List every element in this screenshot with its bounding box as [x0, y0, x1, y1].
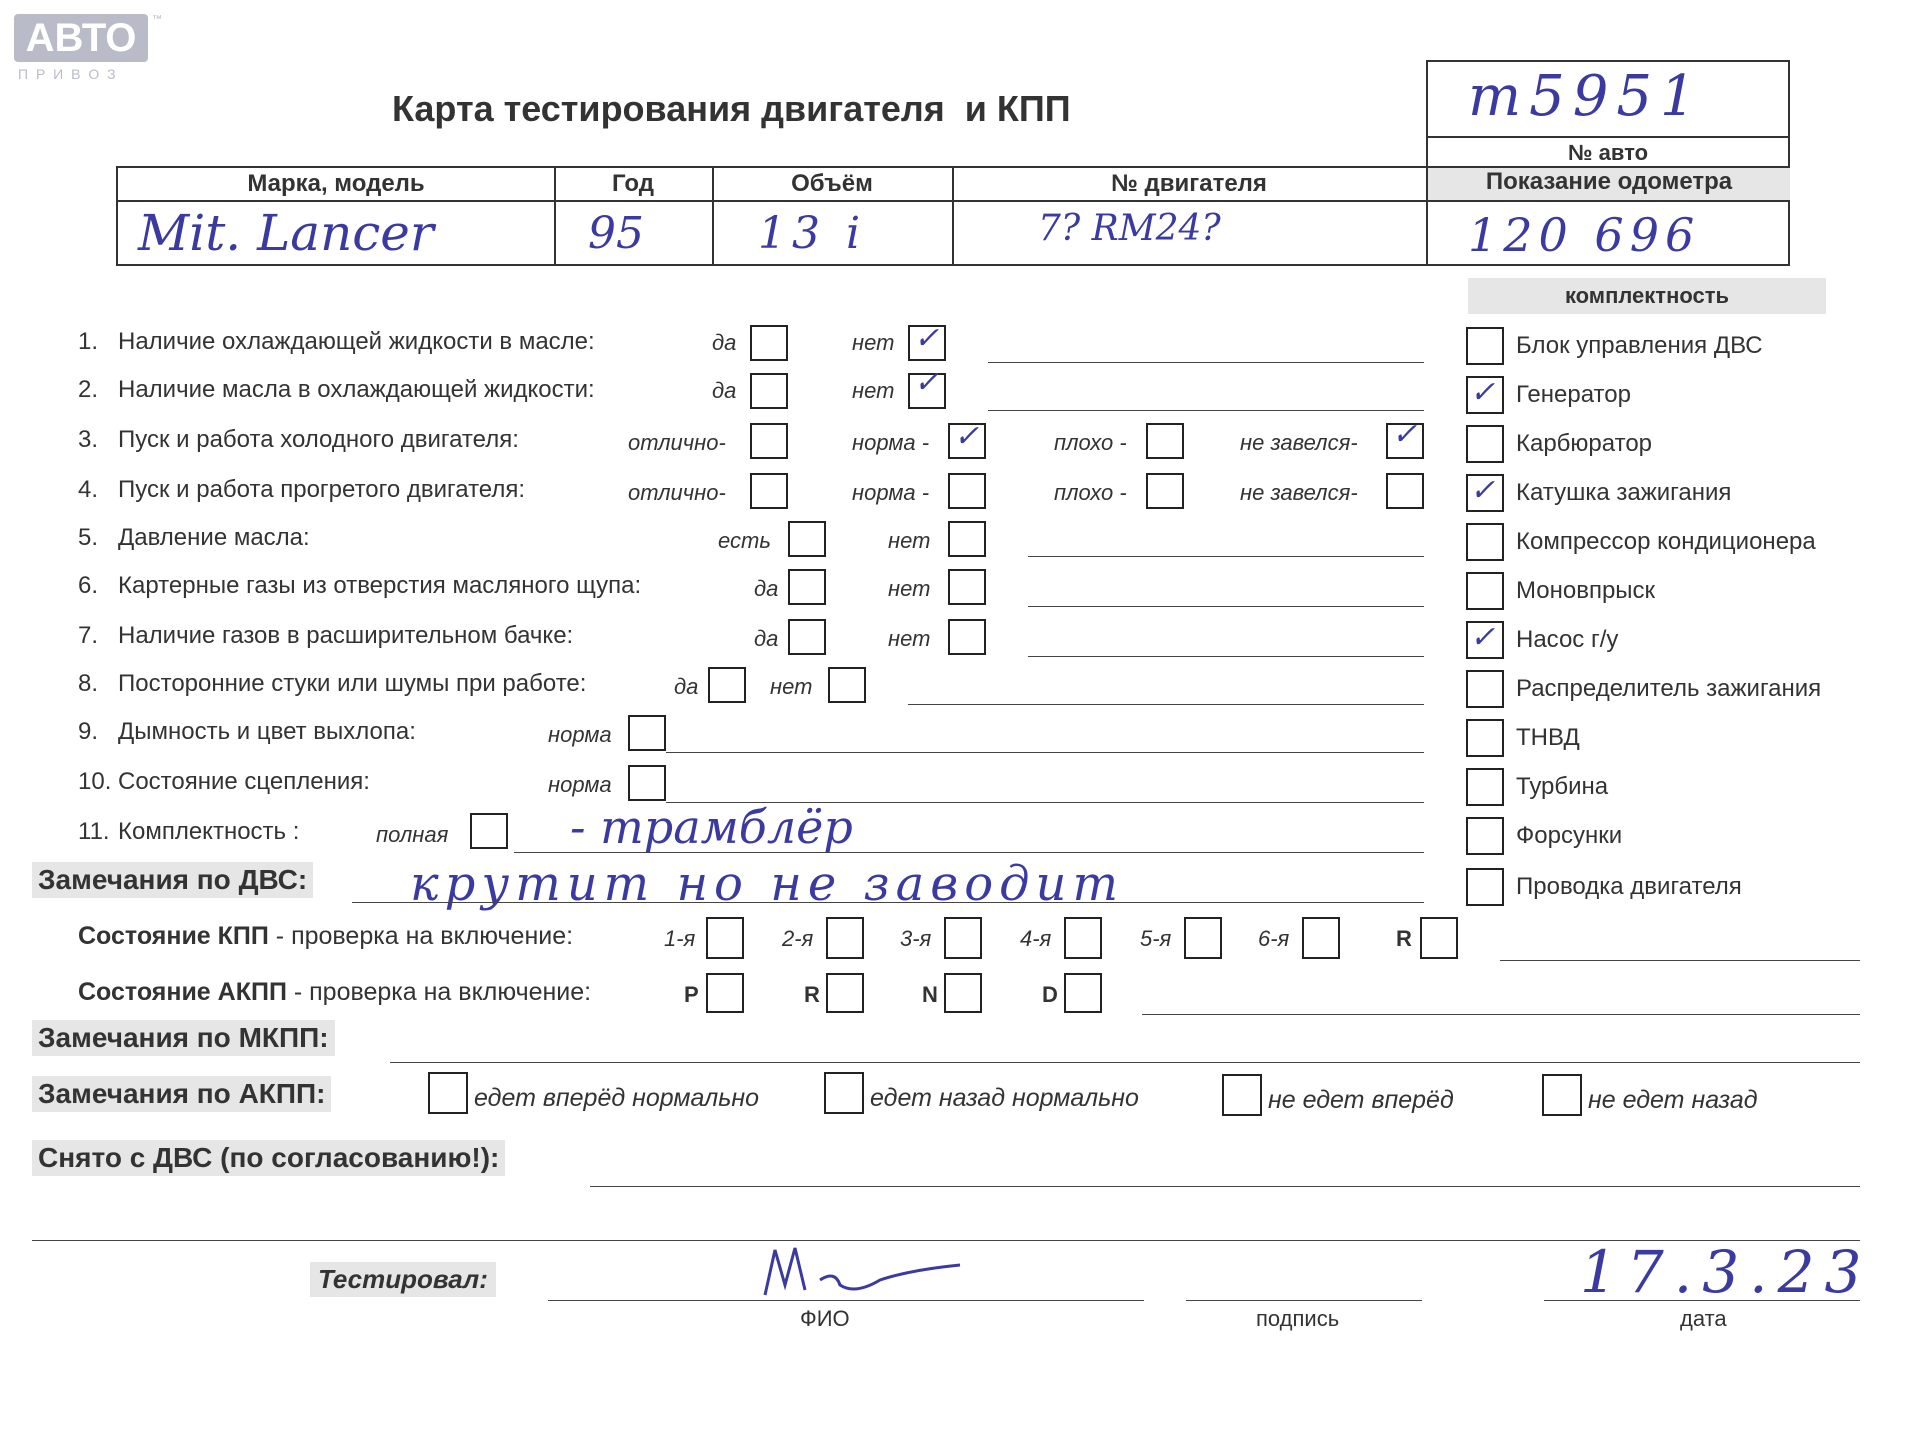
mkpp-remarks-label: Замечания по МКПП: — [32, 1020, 335, 1056]
option-label: отлично- — [628, 430, 726, 455]
option-label: нет — [888, 528, 931, 553]
auto-number-box — [1426, 60, 1790, 170]
checkbox[interactable] — [750, 325, 788, 361]
gear-label: D — [1042, 982, 1058, 1007]
row-divider — [118, 200, 1788, 202]
checkbox[interactable] — [1146, 423, 1184, 459]
gear-label: 4-я — [1020, 926, 1052, 951]
checkbox[interactable] — [1064, 973, 1102, 1013]
checkbox[interactable] — [750, 373, 788, 409]
checkbox[interactable] — [1420, 917, 1458, 959]
dvs-remarks-value: крутит но не заводит — [410, 856, 1124, 912]
value-make-model: Mit. Lancer — [138, 204, 434, 262]
answer-line — [1500, 960, 1860, 961]
completeness-note: - трамблёр — [570, 800, 853, 854]
checkbox[interactable] — [826, 973, 864, 1013]
gear-label: 2-я — [782, 926, 814, 951]
option-label: нет — [770, 674, 813, 699]
checkbox[interactable] — [1542, 1074, 1582, 1116]
option-label: нет — [852, 378, 895, 403]
answer-line — [666, 752, 1424, 753]
option-label: отлично- — [628, 480, 726, 505]
question-number: 10. — [78, 768, 112, 795]
checkbox[interactable] — [1222, 1074, 1262, 1116]
question-number: 6. — [78, 572, 99, 599]
akpp-option-label: едет вперёд нормально — [474, 1084, 760, 1112]
checkbox[interactable] — [628, 765, 666, 801]
completeness-label: ТНВД — [1516, 724, 1580, 751]
completeness-label: Карбюратор — [1516, 430, 1653, 457]
question-text: Давление масла: — [118, 524, 310, 551]
auto-number-value: т5951 — [1468, 64, 1704, 129]
question-text: Комплектность : — [118, 818, 300, 845]
checkbox[interactable] — [1146, 473, 1184, 509]
completeness-label: Распределитель зажигания — [1516, 675, 1822, 702]
option-label: да — [754, 576, 779, 601]
completeness-label: Турбина — [1516, 773, 1609, 800]
check-mark: ✓ — [1470, 473, 1496, 508]
header-make-model: Марка, модель — [247, 170, 425, 197]
completeness-label: Проводка двигателя — [1516, 873, 1742, 900]
question-number: 4. — [78, 476, 99, 503]
fio-label: ФИО — [800, 1306, 850, 1331]
gear-label: R — [804, 982, 820, 1007]
checkbox[interactable] — [1386, 473, 1424, 509]
check-mark: ✓ — [914, 321, 940, 356]
signature-label: подпись — [1256, 1306, 1340, 1331]
option-label: норма — [548, 772, 612, 797]
form-title: Карта тестирования двигателя и КПП — [392, 88, 1071, 129]
gear-label: P — [684, 982, 699, 1007]
option-label: да — [712, 378, 737, 403]
option-label: норма - — [852, 430, 930, 455]
header-odometer: Показание одометра — [1428, 168, 1790, 200]
checkbox[interactable] — [948, 569, 986, 605]
value-volume: 13 i — [758, 208, 867, 259]
tested-label: Тестировал: — [310, 1262, 496, 1297]
question-text: Дымность и цвет выхлопа: — [118, 718, 416, 745]
gear-label: 5-я — [1140, 926, 1172, 951]
answer-line — [390, 1062, 1860, 1063]
question-number: 3. — [78, 426, 99, 453]
option-label: да — [754, 626, 779, 651]
auto-number-label: № авто — [1567, 140, 1649, 165]
checkbox[interactable] — [706, 917, 744, 959]
checkbox[interactable] — [750, 473, 788, 509]
question-text: Пуск и работа прогретого двигателя: — [118, 476, 526, 503]
value-engine-number: 7? RM24? — [1038, 208, 1221, 249]
question-text: Посторонние стуки или шумы при работе: — [118, 670, 587, 697]
option-label: нет — [852, 330, 895, 355]
logo — [14, 14, 164, 84]
option-label: не завелся- — [1240, 480, 1358, 505]
option-label: нет — [888, 626, 931, 651]
checkbox[interactable] — [1466, 670, 1504, 708]
option-label: плохо - — [1054, 480, 1127, 505]
checkbox[interactable] — [828, 667, 866, 703]
checkbox[interactable] — [824, 1072, 864, 1114]
akpp-remarks-label: Замечания по АКПП: — [32, 1076, 331, 1112]
question-text: Наличие газов в расширительном бачке: — [118, 622, 574, 649]
akpp-option-label: едет назад нормально — [870, 1084, 1139, 1112]
question-number: 1. — [78, 328, 99, 355]
check-mark: ✓ — [1470, 620, 1496, 655]
checkbox[interactable] — [948, 473, 986, 509]
header-volume: Объём — [791, 170, 873, 197]
checkbox[interactable] — [1466, 817, 1504, 855]
question-text: Состояние сцепления: — [118, 768, 370, 795]
completeness-label: Генератор — [1516, 381, 1631, 408]
question-number: 7. — [78, 622, 99, 649]
checkbox[interactable] — [1466, 425, 1504, 463]
check-mark: ✓ — [1392, 417, 1418, 452]
checkbox[interactable] — [948, 619, 986, 655]
question-text: Наличие охлаждающей жидкости в масле: — [118, 328, 595, 355]
question-text: Пуск и работа холодного двигателя: — [118, 426, 519, 453]
answer-line — [352, 902, 1424, 903]
check-mark: ✓ — [954, 419, 980, 454]
checkbox[interactable] — [944, 917, 982, 959]
dvs-remarks-label: Замечания по ДВС: — [32, 862, 313, 898]
answer-line — [1142, 1014, 1860, 1015]
logo-sub: П Р И В О З — [18, 66, 118, 82]
gear-label: N — [922, 982, 938, 1007]
gear-label: 3-я — [900, 926, 932, 951]
question-number: 9. — [78, 718, 99, 745]
kpp-label-bold: Состояние КПП — [78, 922, 269, 950]
question-number: 2. — [78, 376, 99, 403]
checkbox[interactable] — [470, 813, 508, 849]
option-label: нет — [888, 576, 931, 601]
checkbox[interactable] — [826, 917, 864, 959]
check-mark: ✓ — [1470, 375, 1496, 410]
question-text: Картерные газы из отверстия масляного щупа: — [118, 572, 642, 599]
option-label: норма — [548, 722, 612, 747]
vehicle-header-table — [116, 166, 1790, 266]
answer-line — [908, 704, 1424, 705]
question-number: 11. — [78, 818, 110, 845]
option-label: да — [712, 330, 737, 355]
logo-main: АВТО — [14, 14, 148, 62]
answer-line — [988, 410, 1424, 411]
akpp-label-bold: Состояние АКПП — [78, 978, 287, 1006]
option-label: полная — [376, 822, 449, 847]
gear-label: R — [1396, 926, 1412, 951]
auto-number-divider — [1428, 136, 1788, 138]
checkbox[interactable] — [1064, 917, 1102, 959]
checkbox[interactable] — [708, 667, 746, 703]
checkbox[interactable] — [628, 715, 666, 751]
question-number: 5. — [78, 524, 99, 551]
check-mark: ✓ — [914, 365, 940, 400]
checkbox[interactable] — [948, 521, 986, 557]
fio-line — [548, 1300, 1144, 1301]
option-label: не завелся- — [1240, 430, 1358, 455]
completeness-header: комплектность — [1468, 278, 1826, 314]
checkbox[interactable] — [1302, 917, 1340, 959]
answer-line — [1028, 556, 1424, 557]
value-odometer: 120 696 — [1468, 208, 1701, 262]
answer-line — [1028, 606, 1424, 607]
akpp-label-rest: - проверка на включение: — [286, 978, 592, 1006]
checkbox[interactable] — [1466, 768, 1504, 806]
date-line — [1544, 1300, 1860, 1301]
gear-label: 1-я — [664, 926, 696, 951]
checkbox[interactable] — [1466, 523, 1504, 561]
checkbox[interactable] — [1466, 719, 1504, 757]
completeness-label: Катушка зажигания — [1516, 479, 1732, 506]
answer-line — [1028, 656, 1424, 657]
completeness-label: Моновпрыск — [1516, 577, 1656, 604]
checkbox[interactable] — [1466, 572, 1504, 610]
kpp-label — [78, 922, 573, 951]
option-label: плохо - — [1054, 430, 1127, 455]
checkbox[interactable] — [428, 1072, 468, 1114]
checkbox[interactable] — [1466, 868, 1504, 906]
date-label: дата — [1680, 1306, 1727, 1331]
header-engine-number: № двигателя — [1111, 170, 1267, 197]
akpp-option-label: не едет вперёд — [1268, 1086, 1454, 1114]
completeness-label: Насос г/у — [1516, 626, 1619, 653]
date-value: 17.3.23 — [1580, 1238, 1872, 1306]
header-year: Год — [612, 170, 654, 197]
completeness-label: Компрессор кондиционера — [1516, 528, 1816, 555]
answer-line — [514, 852, 1424, 853]
completeness-label: Форсунки — [1516, 822, 1623, 849]
option-label: да — [674, 674, 699, 699]
question-number: 8. — [78, 670, 99, 697]
checkbox[interactable] — [944, 973, 982, 1013]
question-text: Наличие масла в охлаждающей жидкости: — [118, 376, 595, 403]
checkbox[interactable] — [750, 423, 788, 459]
checkbox[interactable] — [788, 619, 826, 655]
gear-label: 6-я — [1258, 926, 1290, 951]
removed-label: Снято с ДВС (по согласованию!): — [32, 1140, 505, 1176]
value-year: 95 — [588, 208, 644, 259]
checkbox[interactable] — [706, 973, 744, 1013]
signature-line — [1186, 1300, 1422, 1301]
logo-tm: ™ — [152, 14, 162, 25]
akpp-option-label: не едет назад — [1588, 1086, 1758, 1114]
option-label: есть — [718, 528, 771, 553]
kpp-label-rest: - проверка на включение: — [268, 922, 574, 950]
checkbox[interactable] — [1466, 327, 1504, 365]
checkbox[interactable] — [1184, 917, 1222, 959]
option-label: норма - — [852, 480, 930, 505]
akpp-label — [78, 978, 591, 1007]
checkbox[interactable] — [788, 521, 826, 557]
answer-line — [988, 362, 1424, 363]
answer-line — [590, 1186, 1860, 1187]
completeness-label: Блок управления ДВС — [1516, 332, 1763, 359]
checkbox[interactable] — [788, 569, 826, 605]
